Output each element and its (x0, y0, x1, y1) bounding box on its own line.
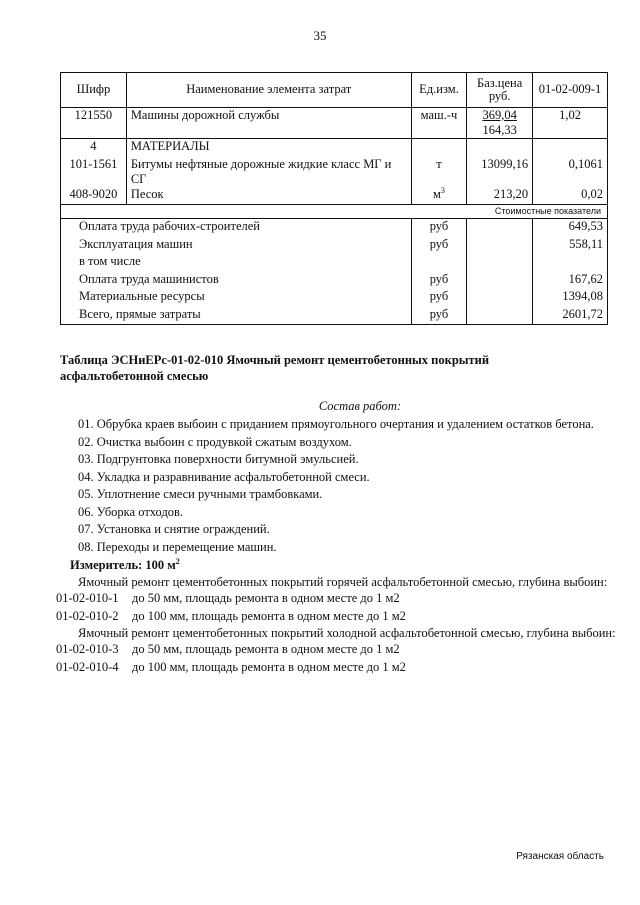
summary-caption-row (61, 205, 608, 219)
variant-code: 01-02-010-1 (56, 591, 119, 605)
material-price: 13099,16 (467, 157, 533, 187)
header-base-price-line1: Баз.цена (477, 75, 523, 90)
material-norm: 0,02 (533, 187, 608, 205)
machine-price-salary: 164,33 (482, 123, 517, 137)
materials-group-name: МАТЕРИАЛЫ (126, 139, 411, 157)
summary-caption: Стоимостные показатели (61, 205, 608, 219)
summary-name: Материальные ресурсы (61, 289, 412, 307)
summary-value: 1394,08 (533, 289, 608, 307)
header-base-price (467, 73, 533, 108)
summary-row-operators (61, 272, 608, 290)
header-base-price-line2: руб. (488, 89, 511, 103)
material-name: Песок (126, 187, 411, 205)
section-title-line1: Таблица ЭСНиЕРс-01-02-010 Ямочный ремонт цементобетонных покрытий (60, 353, 490, 367)
work-item: 08. Переходы и перемещение машин. (78, 539, 277, 554)
variant-text: до 100 мм, площадь ремонта в одном месте до 1 м2 (132, 659, 406, 674)
material-unit: т (411, 157, 467, 187)
summary-unit: руб (411, 272, 467, 290)
table-header-row (61, 73, 608, 108)
summary-unit: руб (411, 289, 467, 307)
summary-name: Эксплуатация машин (61, 237, 412, 255)
summary-row-labor (61, 219, 608, 237)
summary-value: 558,11 (533, 237, 608, 255)
section-title-line2: асфальтобетонной смесью (60, 369, 209, 383)
summary-name: Оплата труда машинистов (61, 272, 412, 290)
variant-text: до 100 мм, площадь ремонта в одном месте до 1 м2 (132, 608, 406, 623)
work-list (60, 416, 620, 556)
summary-unit: руб (411, 307, 467, 325)
work-item: 06. Уборка отходов. (78, 504, 184, 519)
section-title (60, 352, 620, 384)
work-item: 04. Укладка и разравнивание асфальтобетонной смеси. (78, 469, 370, 484)
summary-name: Оплата труда рабочих-строителей (61, 219, 412, 237)
header-norm-code: 01-02-009-1 (533, 73, 608, 108)
summary-value: 649,53 (533, 219, 608, 237)
summary-including: в том числе (61, 254, 412, 272)
header-unit: Ед.изм. (411, 73, 467, 108)
materials-group-code: 4 (61, 139, 127, 157)
norm-variant (56, 608, 620, 626)
variant-text: до 50 мм, площадь ремонта в одном месте до 1 м2 (132, 591, 400, 605)
material-name: Битумы нефтяные дорожные жидкие класс МГ и СГ (126, 157, 411, 187)
meter (70, 556, 620, 574)
work-item: 01. Обрубка краев выбоин с приданием прямоугольного очертания и удалением остатков бетона. (78, 417, 594, 431)
material-unit-exponent: 3 (440, 185, 445, 195)
header-name: Наименование элемента затрат (126, 73, 411, 108)
page-number: 35 (313, 28, 327, 43)
variant-code: 01-02-010-2 (56, 608, 119, 623)
machine-code: 121550 (61, 108, 127, 139)
summary-unit: руб (411, 219, 467, 237)
material-norm: 0,1061 (533, 157, 608, 187)
material-unit-base: м (432, 186, 441, 201)
material-price: 213,20 (467, 187, 533, 205)
variant-text: до 50 мм, площадь ремонта в одном месте до 1 м2 (132, 642, 400, 656)
cold-mix-description: Ямочный ремонт цементобетонных покрытий холодной асфальтобетонной смесью, глубина выбоин: (78, 626, 616, 640)
norm-variant (56, 590, 620, 608)
hot-mix-description: Ямочный ремонт цементобетонных покрытий горячей асфальтобетонной смесью, глубина выбоин: (78, 575, 608, 589)
meter-exponent: 2 (175, 556, 180, 566)
meter-label: Измеритель: 100 м (70, 558, 176, 572)
material-row (61, 187, 608, 205)
composition-title: Состав работ: (318, 399, 402, 413)
summary-row-materials (61, 289, 608, 307)
material-code: 101-1561 (61, 157, 127, 187)
region-footer: Рязанская область (516, 851, 604, 862)
material-unit (411, 187, 467, 205)
norm-variant (56, 641, 620, 659)
norm-variant (56, 659, 620, 677)
materials-group-row (61, 139, 608, 157)
header-code: Шифр (61, 73, 127, 108)
work-item: 07. Установка и снятие ограждений. (78, 522, 270, 536)
machine-price-value: 369,04 (482, 108, 517, 122)
work-item: 02. Очистка выбоин с продувкой сжатым воздухом. (78, 434, 352, 449)
material-row (61, 157, 608, 187)
machine-name: Машины дорожной службы (126, 108, 411, 139)
machine-price (467, 108, 533, 139)
summary-unit: руб (411, 237, 467, 255)
summary-value: 167,62 (533, 272, 608, 290)
summary-row-including (61, 254, 608, 272)
machine-unit: маш.-ч (411, 108, 467, 139)
summary-value: 2601,72 (533, 307, 608, 325)
summary-name: Всего, прямые затраты (61, 307, 412, 325)
work-item: 03. Подгрунтовка поверхности битумной эмульсией. (78, 452, 359, 466)
cost-norm-table (60, 72, 608, 325)
machine-norm: 1,02 (533, 108, 608, 139)
work-item: 05. Уплотнение смеси ручными трамбовками. (78, 487, 323, 501)
variant-code: 01-02-010-4 (56, 659, 119, 674)
norm-section (56, 352, 620, 676)
machine-row (61, 108, 608, 139)
variant-code: 01-02-010-3 (56, 642, 119, 656)
summary-row-machines (61, 237, 608, 255)
summary-row-total (61, 307, 608, 325)
material-code: 408-9020 (61, 187, 127, 205)
